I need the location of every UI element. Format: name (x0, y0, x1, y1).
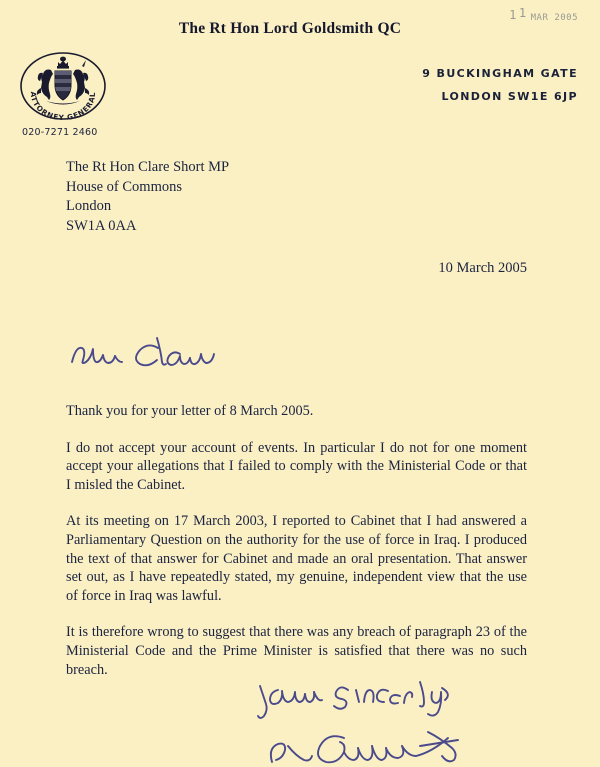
stamp-digit-two: 1 (518, 6, 527, 20)
body-paragraph-4: It is therefore wrong to suggest that there was any breach of paragraph 23 of the Ministerial Code and the Prime Minister is satisfied that there was no such breach. (66, 624, 527, 678)
recipient-line-1: The Rt Hon Clare Short MP (66, 159, 230, 175)
svg-text:ATTORNEY GENERAL: ATTORNEY GENERAL (28, 91, 98, 122)
letterhead-title: The Rt Hon Lord Goldsmith QC (178, 20, 402, 37)
recipient-line-2: House of Commons (66, 178, 182, 195)
body-paragraph-3: At its meeting on 17 March 2003, I reported to Cabinet that I had answered a Parliamentary Question on the authority for the use of force in Iraq. I produced the text of that answer for Cabinet and made an oral presentation. That answer set out, as I have repeatedly stated, my genuine, independent view that the use of force in Iraq was lawful. (66, 513, 527, 604)
body-paragraph-1: Thank you for your letter of 8 March 2005. (66, 403, 314, 419)
letter-date: 10 March 2005 (438, 260, 527, 276)
handwritten-signature-block (252, 676, 502, 766)
recipient-address (66, 158, 229, 236)
body-paragraph-2: I do not accept your account of events. In particular I do not for one moment accept your allegations that I failed to comply with the Ministerial Code or that I misled the Cabinet. (66, 439, 527, 493)
attorney-general-seal-icon (18, 50, 108, 122)
stamp-month-year: MAR 2005 (530, 13, 578, 23)
letter-body (66, 402, 527, 679)
handwritten-salutation (62, 318, 282, 380)
letterhead-phone: 020-7271 2460 (22, 127, 98, 138)
recipient-line-4: SW1A 0AA (66, 217, 137, 234)
sender-address (422, 62, 578, 108)
recipient-line-3: London (66, 198, 112, 214)
sender-address-line-2: LONDON SW1E 6JP (441, 90, 578, 103)
stamp-digit-one: 1 (509, 8, 517, 22)
sender-address-line-1: 9 BUCKINGHAM GATE (422, 67, 578, 80)
